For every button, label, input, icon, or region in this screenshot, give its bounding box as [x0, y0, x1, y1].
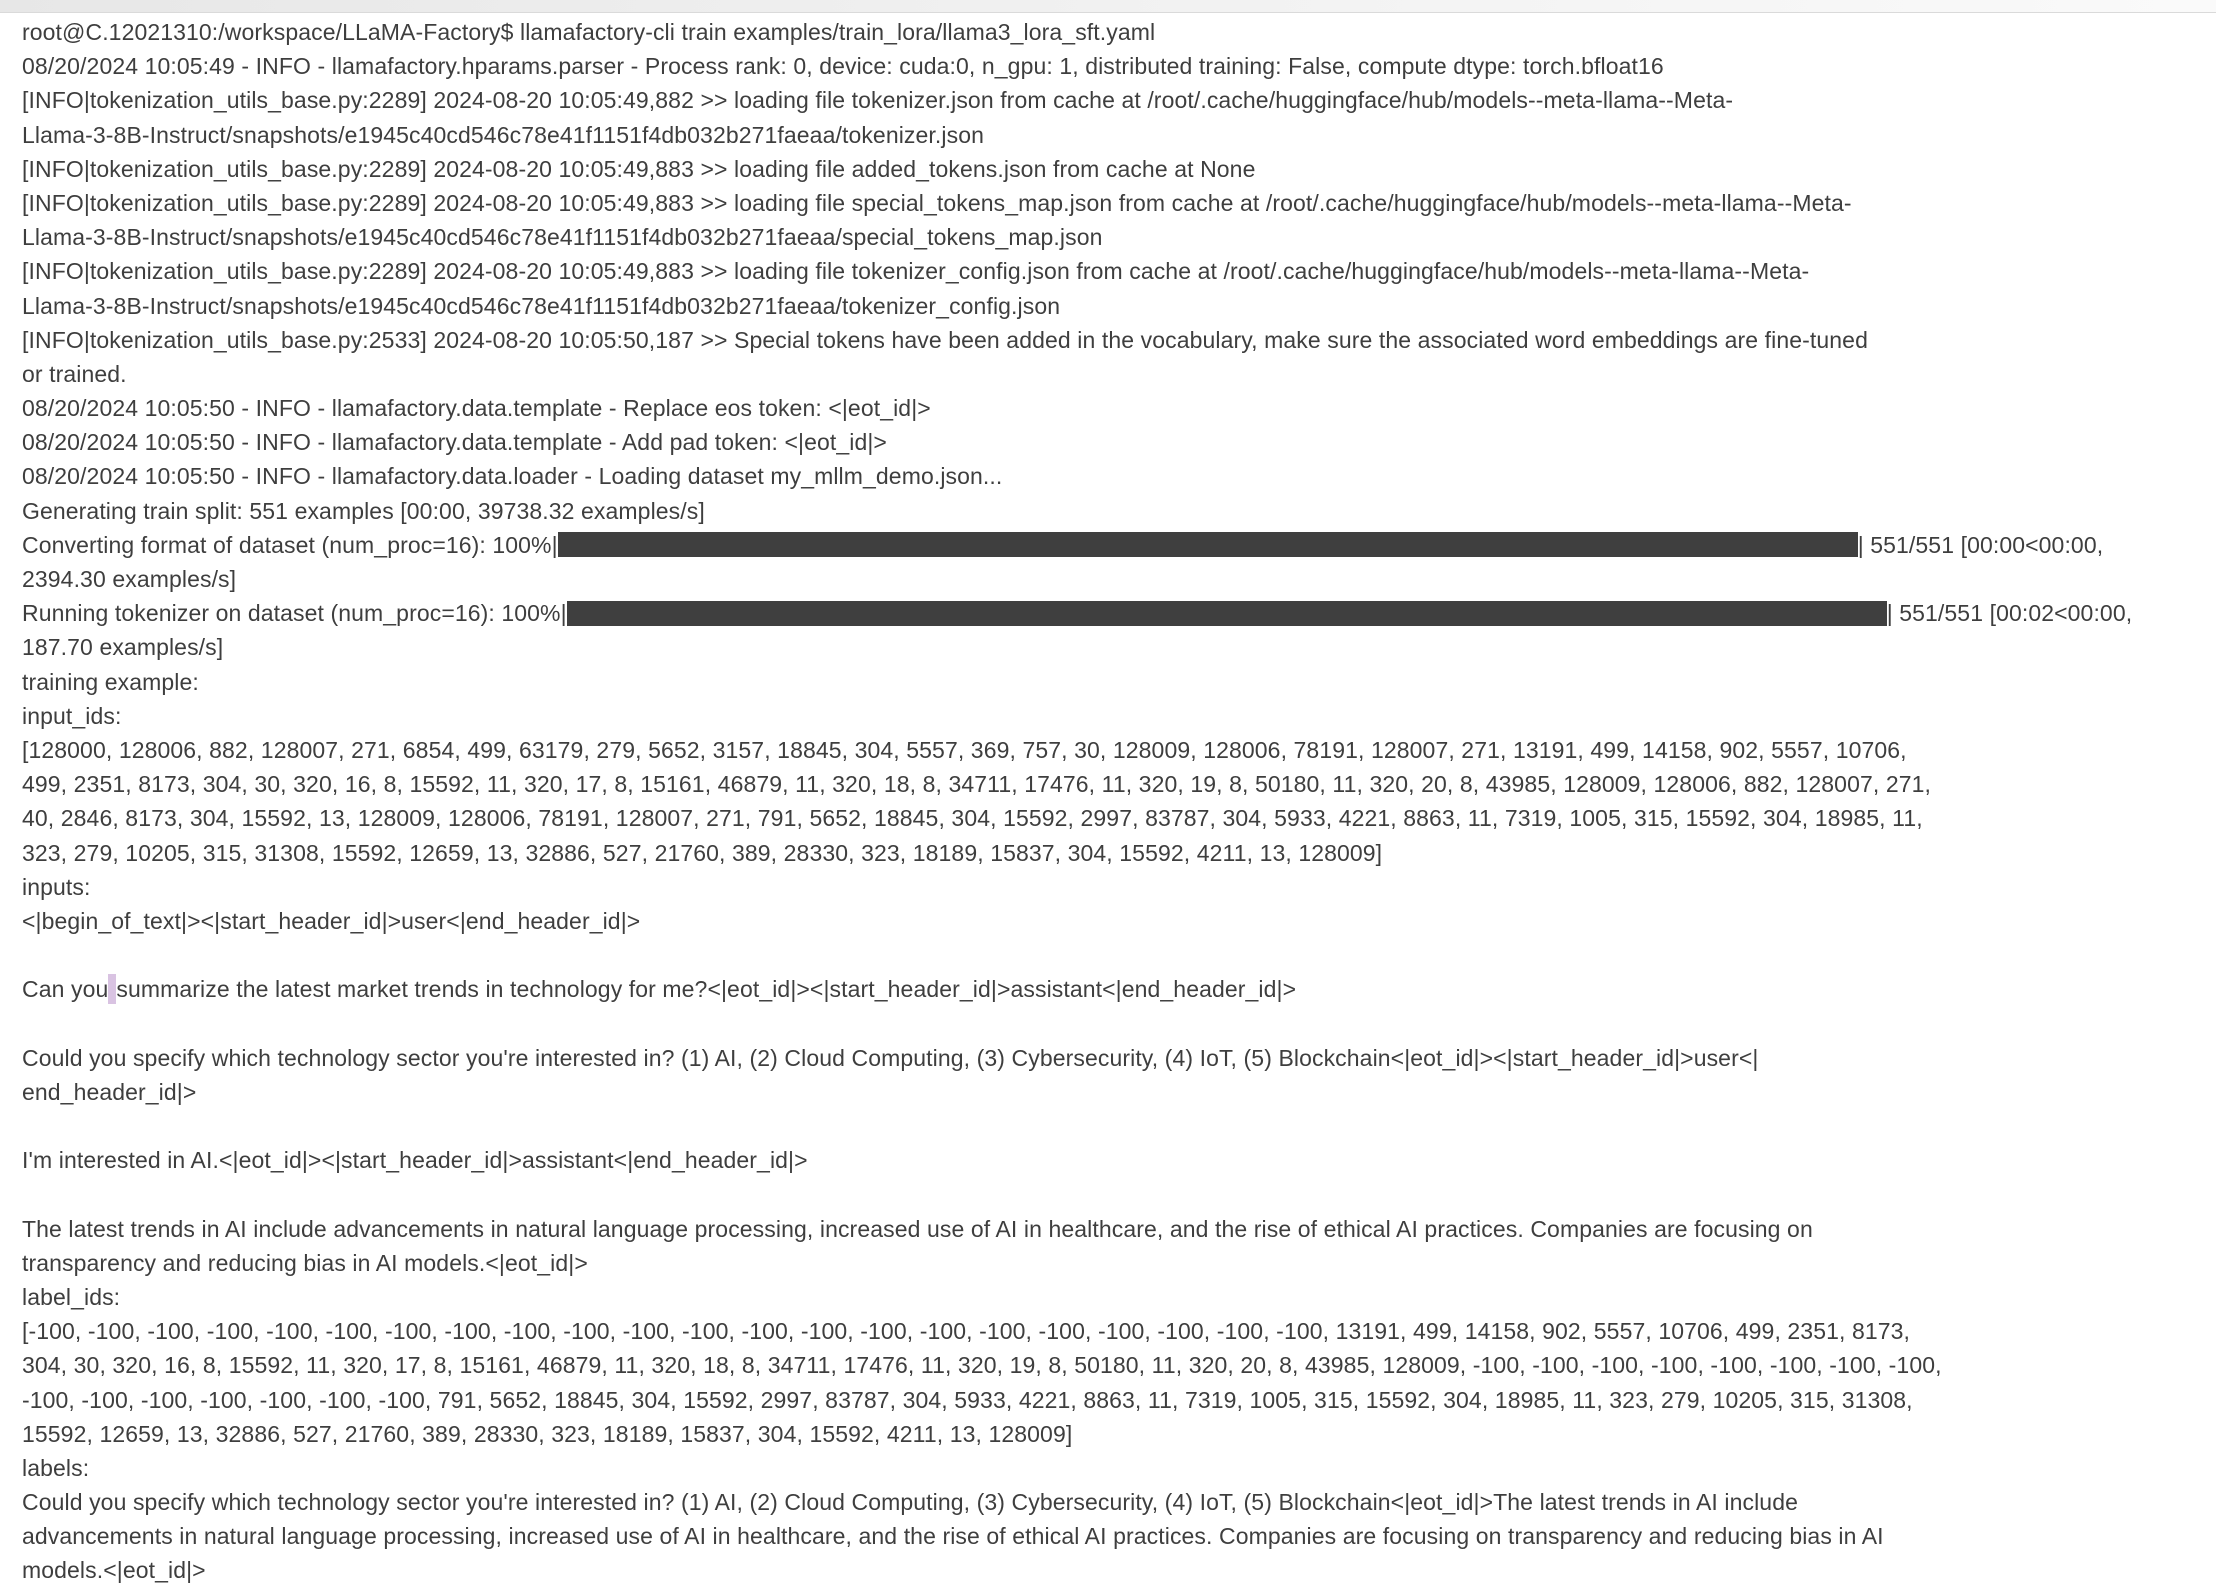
progress-stats: | 551/551 [00:00<00:00, — [1857, 531, 2104, 558]
terminal-line: Llama-3-8B-Instruct/snapshots/e1945c40cd546c78e41f1151f4db032b271faeaa/special_tokens_map.json — [22, 224, 1103, 251]
progress-bar-fill — [567, 601, 1887, 626]
terminal-line: 499, 2351, 8173, 304, 30, 320, 16, 8, 15592, 11, 320, 17, 8, 15161, 46879, 11, 320, 18, 8, 34711, 17476, 11, 320, 19, 8, 50180, 11, 320, 20, 8, 43985, 128009, 128006, 882, 128007, 271, — [22, 771, 1932, 798]
terminal-line: Could you specify which technology sector you're interested in? (1) AI, (2) Cloud Computing, (3) Cybersecurity, (4) IoT, (5) Blockchain<|eot_id|>The latest trends in AI include — [22, 1489, 1798, 1516]
terminal-line: training example: — [22, 668, 199, 695]
terminal-line: inputs: — [22, 873, 91, 900]
terminal-line: label_ids: — [22, 1283, 121, 1310]
terminal-output[interactable] — [0, 13, 2216, 1588]
terminal-line — [22, 938, 2216, 972]
terminal-line: Could you specify which technology sector you're interested in? (1) AI, (2) Cloud Computing, (3) Cybersecurity, (4) IoT, (5) Blockchain<|eot_id|><|start_header_id|>user<| — [22, 1044, 1759, 1071]
terminal-line: Llama-3-8B-Instruct/snapshots/e1945c40cd546c78e41f1151f4db032b271faeaa/tokenizer.json — [22, 121, 984, 148]
terminal-line: 40, 2846, 8173, 304, 15592, 13, 128009, 128006, 78191, 128007, 271, 791, 5652, 18845, 304, 15592, 2997, 83787, 304, 5933, 4221, 8863, 11, 7319, 1005, 315, 15592, 304, 18985, 11, — [22, 805, 1923, 832]
progress-label: Converting format of dataset (num_proc=16): 100%| — [22, 531, 558, 558]
terminal-line: advancements in natural language processing, increased use of AI in healthcare, and the rise of ethical AI practices. Companies are focusing on transparency and reducing bias in AI — [22, 1523, 1884, 1550]
terminal-line — [22, 1006, 2216, 1040]
terminal-line: end_header_id|> — [22, 1078, 197, 1105]
terminal-line: labels: — [22, 1454, 90, 1481]
terminal-line: 304, 30, 320, 16, 8, 15592, 11, 320, 17, 8, 15161, 46879, 11, 320, 18, 8, 34711, 17476, 11, 320, 19, 8, 50180, 11, 320, 20, 8, 43985, 128009, -100, -100, -100, -100, -100, -100, -100, -100, — [22, 1352, 1942, 1379]
terminal-line — [22, 1177, 2216, 1211]
terminal-line: models.<|eot_id|> — [22, 1557, 206, 1584]
terminal-line: or trained. — [22, 360, 127, 387]
terminal-line: 08/20/2024 10:05:49 - INFO - llamafactory.hparams.parser - Process rank: 0, device: cuda:0, n_gpu: 1, distributed training: False, compute dtype: torch.bfloat16 — [22, 53, 1664, 80]
terminal-line: [INFO|tokenization_utils_base.py:2289] 2024-08-20 10:05:49,883 >> loading file added_tokens.json from cache at None — [22, 155, 1256, 182]
terminal-line — [22, 596, 2216, 630]
terminal-line: [INFO|tokenization_utils_base.py:2289] 2024-08-20 10:05:49,883 >> loading file tokenizer_config.json from cache at /root/.cache/huggingface/hub/models--meta-llama--Meta- — [22, 258, 1810, 285]
terminal-line: 2394.30 examples/s] — [22, 566, 237, 592]
terminal-line: 08/20/2024 10:05:50 - INFO - llamafactory.data.template - Add pad token: <|eot_id|> — [22, 429, 887, 456]
terminal-line: root@C.12021310:/workspace/LLaMA-Factory$ llamafactory-cli train examples/train_lora/llama3_lora_sft.yaml — [22, 19, 1156, 45]
progress-stats: | 551/551 [00:02<00:00, — [1886, 600, 2133, 627]
terminal-line: [INFO|tokenization_utils_base.py:2533] 2024-08-20 10:05:50,187 >> Special tokens have been added in the vocabulary, make sure the associated word embeddings are fine-tuned — [22, 326, 1868, 353]
terminal-line: [-100, -100, -100, -100, -100, -100, -100, -100, -100, -100, -100, -100, -100, -100, -100, -100, -100, -100, -100, -100, -100, -100, 13191, 499, 14158, 902, 5557, 10706, 499, 2351, 8173, — [22, 1318, 1911, 1345]
terminal-line: The latest trends in AI include advancements in natural language processing, increased use of AI in healthcare, and the rise of ethical AI practices. Companies are focusing on — [22, 1215, 1813, 1242]
terminal-line: 08/20/2024 10:05:50 - INFO - llamafactory.data.template - Replace eos token: <|eot_id|> — [22, 395, 931, 422]
terminal-line: -100, -100, -100, -100, -100, -100, -100, 791, 5652, 18845, 304, 15592, 2997, 83787, 304, 5933, 4221, 8863, 11, 7319, 1005, 315, 15592, 304, 18985, 11, 323, 279, 10205, 315, 31308, — [22, 1386, 1913, 1413]
terminal-line: input_ids: — [22, 702, 122, 729]
window-chrome-bar — [0, 0, 2216, 13]
progress-bar-fill — [558, 532, 1858, 557]
terminal-line: 15592, 12659, 13, 32886, 527, 21760, 389, 28330, 323, 18189, 15837, 304, 15592, 4211, 13, 128009] — [22, 1420, 1073, 1447]
terminal-line: [128000, 128006, 882, 128007, 271, 6854, 499, 63179, 279, 5652, 3157, 18845, 304, 5557, 369, 757, 30, 128009, 128006, 78191, 128007, 271, 13191, 499, 14158, 902, 5557, 10706, — [22, 736, 1907, 763]
terminal-line: 187.70 examples/s] — [22, 634, 224, 661]
terminal-line: [INFO|tokenization_utils_base.py:2289] 2024-08-20 10:05:49,883 >> loading file special_tokens_map.json from cache at /root/.cache/huggingface/hub/models--meta-llama--Meta- — [22, 189, 1852, 216]
terminal-line: Generating train split: 551 examples [00:00, 39738.32 examples/s] — [22, 497, 705, 524]
terminal-line — [22, 972, 2216, 1006]
terminal-line: Llama-3-8B-Instruct/snapshots/e1945c40cd546c78e41f1151f4db032b271faeaa/tokenizer_config.json — [22, 292, 1061, 319]
terminal-line — [22, 1109, 2216, 1143]
terminal-line: 323, 279, 10205, 315, 31308, 15592, 12659, 13, 32886, 527, 21760, 389, 28330, 323, 18189, 15837, 304, 15592, 4211, 13, 128009] — [22, 839, 1383, 866]
terminal-line: <|begin_of_text|><|start_header_id|>user<|end_header_id|> — [22, 907, 641, 934]
terminal-line: transparency and reducing bias in AI models.<|eot_id|> — [22, 1249, 588, 1276]
terminal-line: 08/20/2024 10:05:50 - INFO - llamafactory.data.loader - Loading dataset my_mllm_demo.json... — [22, 463, 1003, 490]
terminal-line: I'm interested in AI.<|eot_id|><|start_header_id|>assistant<|end_header_id|> — [22, 1147, 808, 1174]
text-after-cursor: summarize the latest market trends in technology for me?<|eot_id|><|start_header_id|>assistant<|end_header_id|> — [116, 976, 1297, 1003]
text-before-cursor: Can you — [22, 976, 109, 1003]
progress-label: Running tokenizer on dataset (num_proc=16): 100%| — [22, 600, 567, 627]
terminal-line — [22, 528, 2216, 562]
terminal-line: [INFO|tokenization_utils_base.py:2289] 2024-08-20 10:05:49,882 >> loading file tokenizer.json from cache at /root/.cache/huggingface/hub/models--meta-llama--Meta- — [22, 87, 1734, 114]
